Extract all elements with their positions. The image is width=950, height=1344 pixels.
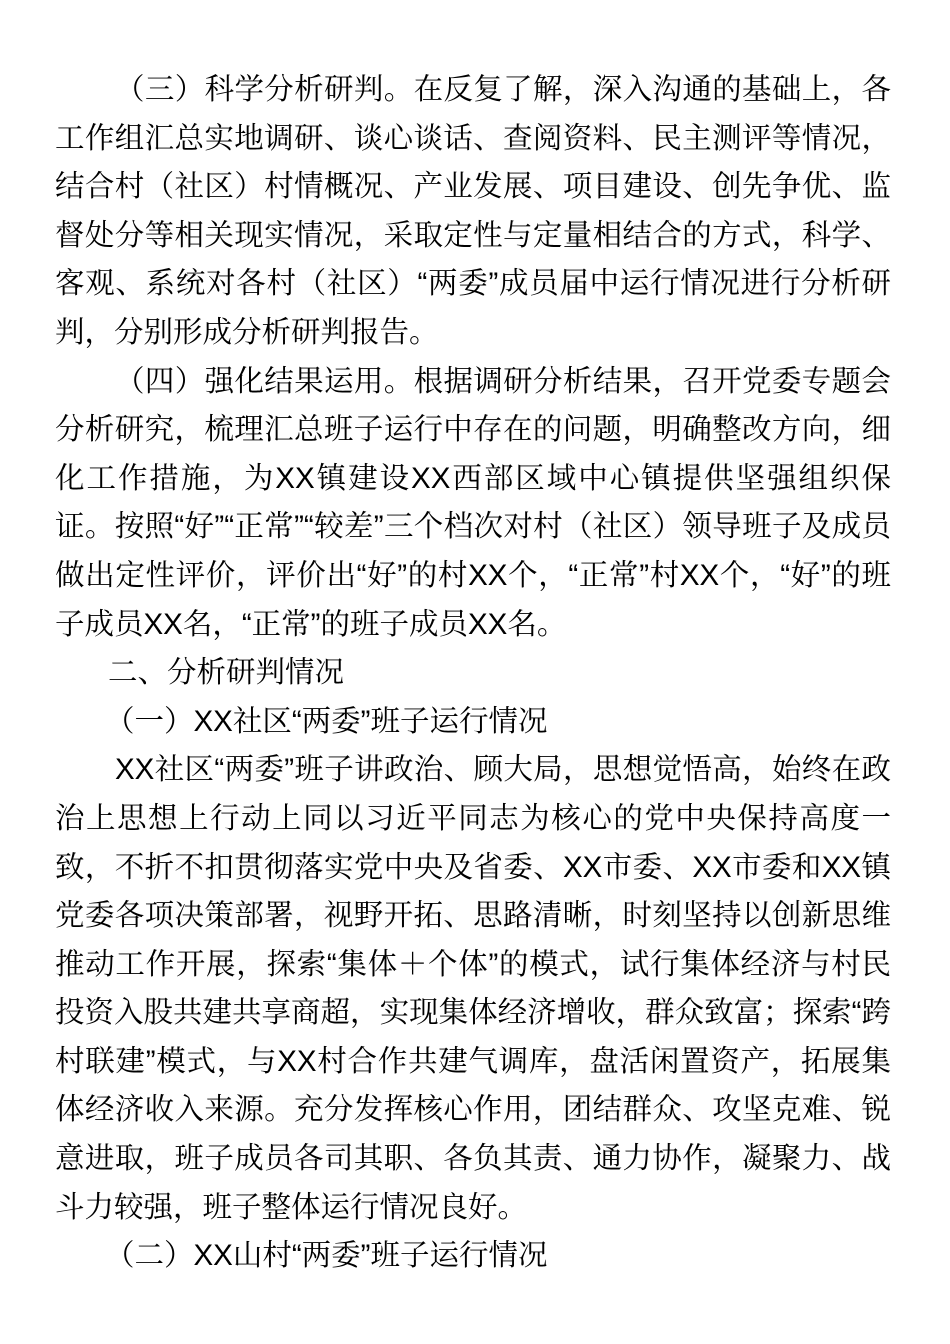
document-body bbox=[55, 66, 891, 1281]
paragraph-section-1-3: （三）科学分析研判。在反复了解，深入沟通的基础上，各工作组汇总实地调研、谈心谈话、查阅资料、民主测评等情况，结合村（社区）村情概况、产业发展、项目建设、创先争优、监督处分等相关现实情况，采取定性与定量相结合的方式，科学、客观、系统对各村（社区）“两委”成员届中运行情况进行分析研判，分别形成分析研判报告。 bbox=[55, 73, 891, 349]
heading-section-2-2: （二）XX山村“两委”班子运行情况 bbox=[105, 1239, 548, 1273]
paragraph-section-1-4: （四）强化结果运用。根据调研分析结果，召开党委专题会分析研究，梳理汇总班子运行中存在的问题，明确整改方向，细化工作措施，为XX镇建设XX西部区域中心镇提供坚强组织保证。按照“好”“正常”“较差”三个档次对村（社区）领导班子及成员做出定性评价，评价出“好”的村XX个，“正常”村XX个，“好”的班子成员XX名，“正常”的班子成员XX名。 bbox=[55, 364, 891, 641]
heading-section-2-1: （一）XX社区“两委”班子运行情况 bbox=[105, 704, 548, 738]
paragraph-section-2-1-body: XX社区“两委”班子讲政治、顾大局，思想觉悟高，始终在政治上思想上行动上同以习近平同志为核心的党中央保持高度一致，不折不扣贯彻落实党中央及省委、XX市委、XX市委和XX镇党委各项决策部署，视野开拓、思路清晰，时刻坚持以创新思维推动工作开展，探索“集体＋个体”的模式，试行集体经济与村民投资入股共建共享商超，实现集体经济增收，群众致富；探索“跨村联建”模式，与XX村合作共建气调库，盘活闲置资产，拓展集体经济收入来源。充分发挥核心作用，团结群众、攻坚克难、锐意进取，班子成员各司其职、各负其责、通力协作，凝聚力、战斗力较强，班子整体运行情况良好。 bbox=[55, 753, 891, 1224]
heading-section-2: 二、分析研判情况 bbox=[108, 656, 345, 690]
